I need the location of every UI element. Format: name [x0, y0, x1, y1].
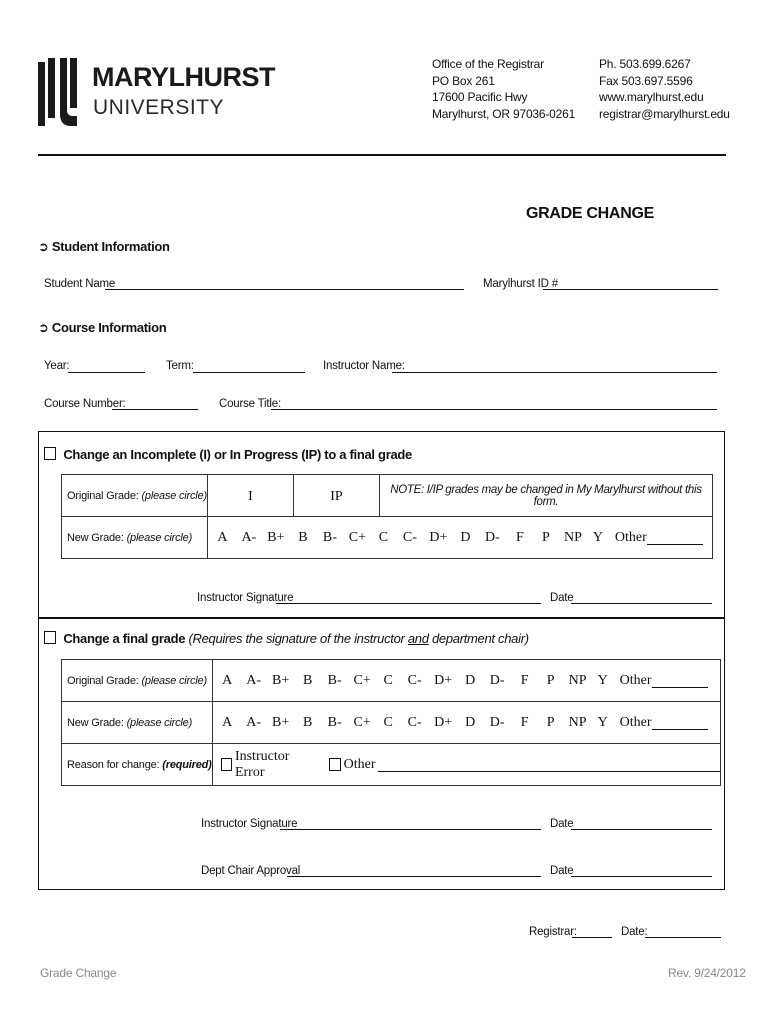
- grade-option[interactable]: B: [302, 714, 313, 730]
- grade-option[interactable]: C-: [407, 672, 422, 688]
- grade-option-ip-cell: [293, 475, 379, 517]
- final-grade-checkbox[interactable]: [44, 631, 56, 644]
- other-grade-field[interactable]: [652, 715, 708, 730]
- please-circle-hint: (please circle): [126, 531, 193, 544]
- registrar-contact: [599, 56, 730, 122]
- reason-cell: [62, 744, 213, 786]
- grade-option-other[interactable]: Other: [619, 714, 652, 730]
- grade-option[interactable]: C: [383, 672, 393, 688]
- phone: Ph. 503.699.6267: [599, 57, 691, 71]
- course-number-label: Course Number:: [44, 398, 126, 410]
- dept-chair-label: Dept Chair Approval: [201, 865, 301, 877]
- final-grade-table: [61, 659, 721, 786]
- grade-option-other[interactable]: Other: [614, 529, 647, 545]
- incomplete-checkbox[interactable]: [44, 447, 56, 460]
- other-reason-label: Other: [343, 756, 376, 772]
- grade-option[interactable]: A-: [246, 672, 262, 688]
- logo-subtitle: UNIVERSITY: [93, 96, 225, 119]
- instructor-error-checkbox[interactable]: [221, 758, 232, 771]
- note-text: NOTE: I/IP grades may be changed in My Marylhurst without this form.: [390, 483, 702, 508]
- new-grade-label: New Grade:: [67, 716, 124, 729]
- final-grade-heading: [44, 631, 529, 646]
- heading-note: [189, 631, 529, 646]
- grade-option-other[interactable]: Other: [619, 672, 652, 688]
- grade-option[interactable]: B+: [272, 714, 290, 730]
- address-line: PO Box 261: [432, 73, 495, 88]
- grade-option[interactable]: D-: [489, 714, 505, 730]
- grade-option[interactable]: P: [542, 529, 550, 545]
- original-grade-cell: [62, 660, 213, 702]
- original-grade-label: Original Grade:: [67, 489, 139, 502]
- instructor-error-label: Instructor Error: [234, 748, 290, 780]
- grade-options-cell: [212, 702, 720, 744]
- grade-option[interactable]: NP: [563, 529, 582, 545]
- registrar-label: Registrar:: [529, 926, 577, 938]
- table-row: [62, 660, 721, 702]
- registrar-address: [432, 56, 575, 122]
- course-info-label: Course Information: [51, 320, 167, 335]
- email-link[interactable]: registrar@marylhurst.edu: [599, 106, 730, 121]
- grade-option[interactable]: P: [546, 714, 555, 730]
- reason-options-cell: [212, 744, 720, 786]
- grade-option-i[interactable]: I: [248, 488, 253, 504]
- grade-option[interactable]: D: [465, 714, 476, 730]
- instructor-signature-label: Instructor Signature: [197, 592, 294, 604]
- course-info-heading: [38, 320, 166, 336]
- date-label: Date: [550, 818, 574, 830]
- incomplete-heading: [44, 447, 412, 462]
- grade-option[interactable]: Y: [597, 714, 608, 730]
- instructor-signature-field[interactable]: [280, 829, 541, 830]
- new-grade-label: New Grade:: [67, 531, 124, 544]
- logo-wordmark: MARYLHURST: [92, 62, 275, 92]
- grade-options-cell: [207, 517, 712, 559]
- year-field[interactable]: [68, 372, 145, 373]
- note-cell: [379, 475, 712, 517]
- grade-option[interactable]: D+: [434, 672, 453, 688]
- grade-option[interactable]: Y: [597, 672, 608, 688]
- section-divider: [38, 617, 725, 619]
- grade-option[interactable]: B+: [267, 529, 285, 545]
- footer-title: Grade Change: [40, 966, 117, 980]
- table-row: [62, 517, 713, 559]
- grade-options-cell: [212, 660, 720, 702]
- grade-option[interactable]: C: [378, 529, 389, 545]
- grade-option[interactable]: A: [217, 529, 228, 545]
- grade-option[interactable]: A-: [246, 714, 262, 730]
- new-grade-cell: [62, 517, 208, 559]
- instructor-signature-label: Instructor Signature: [201, 818, 298, 830]
- student-info-heading: [38, 239, 170, 255]
- grade-option[interactable]: C+: [353, 714, 371, 730]
- grade-option[interactable]: C-: [402, 529, 417, 545]
- grade-option[interactable]: F: [520, 714, 529, 730]
- grade-option[interactable]: D-: [485, 529, 500, 545]
- grade-option[interactable]: A: [222, 714, 233, 730]
- grade-option[interactable]: B: [302, 672, 313, 688]
- course-title-label: Course Title:: [219, 398, 281, 410]
- fax: Fax 503.697.5596: [599, 73, 693, 88]
- note-part: (Requires the signature of the instructor: [188, 631, 408, 646]
- please-circle-hint: (please circle): [141, 489, 207, 502]
- student-info-label: Student Information: [51, 239, 170, 254]
- term-label: Term:: [166, 360, 194, 372]
- website-link[interactable]: www.marylhurst.edu: [599, 90, 704, 104]
- new-grade-options: [208, 517, 712, 558]
- chair-date-label: Date: [550, 865, 574, 877]
- original-grade-label: Original Grade:: [67, 674, 139, 687]
- instructor-name-field[interactable]: [392, 372, 717, 373]
- note-and: and: [407, 631, 429, 646]
- other-reason-field[interactable]: [378, 757, 720, 772]
- term-field[interactable]: [193, 372, 305, 373]
- incomplete-grade-table: [61, 474, 713, 559]
- address-line: Marylhurst, OR 97036-0261: [432, 106, 576, 121]
- grade-option[interactable]: Y: [592, 529, 603, 545]
- grade-option[interactable]: C+: [348, 529, 367, 545]
- grade-option[interactable]: D: [460, 529, 471, 545]
- grade-option[interactable]: A-: [241, 529, 257, 545]
- registrar-date-label: Date:: [621, 926, 648, 938]
- incomplete-heading-text: Change an Incomplete (I) or In Progress (IP) to a final grade: [63, 447, 412, 462]
- grade-option[interactable]: F: [516, 529, 524, 545]
- other-grade-field[interactable]: [647, 530, 703, 545]
- student-name-label: Student Name: [44, 278, 116, 290]
- dept-chair-field[interactable]: [287, 876, 541, 877]
- header-divider: [38, 154, 726, 156]
- note-part: department chair): [428, 631, 529, 646]
- arrow-icon: ➲: [38, 239, 49, 254]
- reason-label: Reason for change:: [67, 758, 160, 771]
- student-name-field[interactable]: [105, 289, 464, 290]
- registrar-field[interactable]: [572, 937, 612, 938]
- date-field[interactable]: [571, 829, 712, 830]
- table-row: [62, 744, 721, 786]
- grade-option[interactable]: D+: [429, 529, 448, 545]
- grade-option[interactable]: B+: [272, 672, 290, 688]
- grade-option-ip[interactable]: IP: [330, 488, 343, 504]
- arrow-icon: ➲: [38, 320, 49, 335]
- table-row: [62, 475, 713, 517]
- grade-option[interactable]: NP: [568, 714, 587, 730]
- new-grade-cell: [62, 702, 213, 744]
- table-row: [62, 702, 721, 744]
- instructor-signature-field[interactable]: [276, 603, 541, 604]
- grade-option[interactable]: D-: [489, 672, 505, 688]
- grade-option[interactable]: C: [383, 714, 393, 730]
- please-circle-hint: (please circle): [141, 674, 207, 687]
- address-line: Office of the Registrar: [432, 57, 544, 71]
- grade-option[interactable]: D+: [434, 714, 453, 730]
- original-grade-options: [213, 660, 720, 701]
- grade-option[interactable]: B: [298, 529, 308, 545]
- student-id-label: Marylhurst ID #: [483, 278, 558, 290]
- chair-date-field[interactable]: [571, 876, 712, 877]
- grade-option[interactable]: C+: [353, 672, 371, 688]
- instructor-name-label: Instructor Name:: [323, 360, 405, 372]
- grade-option-i-cell: [207, 475, 293, 517]
- year-label: Year:: [44, 360, 70, 372]
- course-number-field[interactable]: [112, 409, 198, 410]
- other-grade-field[interactable]: [652, 673, 708, 688]
- other-reason-checkbox[interactable]: [329, 758, 340, 771]
- date-field[interactable]: [571, 603, 712, 604]
- required-hint: (required): [162, 758, 212, 771]
- grade-option[interactable]: NP: [568, 672, 587, 688]
- grade-option[interactable]: B-: [327, 714, 342, 730]
- address-line: 17600 Pacific Hwy: [432, 90, 528, 104]
- registrar-date-field[interactable]: [645, 937, 721, 938]
- grade-option[interactable]: C-: [407, 714, 422, 730]
- please-circle-hint: (please circle): [126, 716, 193, 729]
- original-grade-cell: [62, 475, 208, 517]
- student-id-field[interactable]: [543, 289, 718, 290]
- grade-option[interactable]: D: [465, 672, 476, 688]
- grade-option[interactable]: A: [222, 672, 233, 688]
- final-grade-heading-text: Change a final grade: [63, 631, 186, 646]
- grade-option[interactable]: P: [546, 672, 555, 688]
- course-title-field[interactable]: [271, 409, 717, 410]
- new-grade-options: [213, 702, 720, 743]
- grade-option[interactable]: B-: [327, 672, 342, 688]
- grade-option[interactable]: B-: [322, 529, 337, 545]
- form-title: GRADE CHANGE: [526, 205, 654, 222]
- footer-revision: Rev. 9/24/2012: [668, 966, 746, 980]
- grade-option[interactable]: F: [520, 672, 529, 688]
- logo-mark-icon: [38, 58, 84, 128]
- university-logo: [38, 58, 275, 130]
- date-label: Date: [550, 592, 574, 604]
